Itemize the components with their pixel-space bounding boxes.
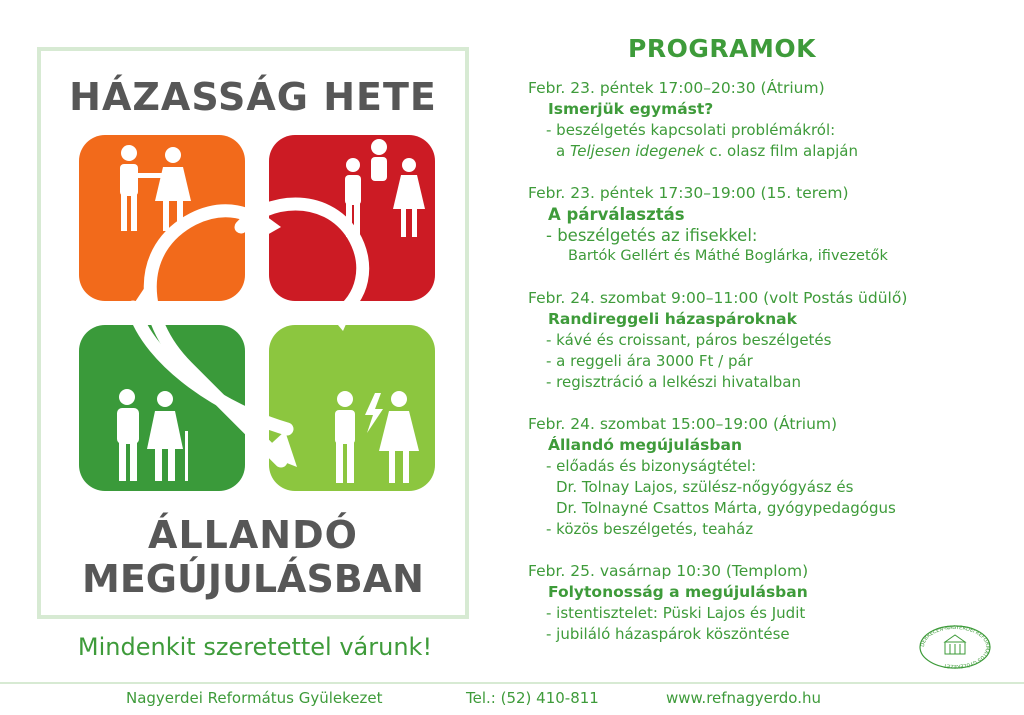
program-detail: - regisztráció a lelkészi hivatalban xyxy=(546,373,801,391)
logo-box xyxy=(37,47,469,619)
program-detail: Dr. Tolnay Lajos, szülész-nőgyógyász és xyxy=(556,478,854,496)
program-detail: - kávé és croissant, páros beszélgetés xyxy=(546,331,832,349)
program-name: Randireggeli házaspároknak xyxy=(548,310,797,328)
program-date: Febr. 23. péntek 17:00–20:30 (Átrium) xyxy=(528,79,825,97)
program-item xyxy=(528,414,1008,540)
program-item xyxy=(528,183,1008,267)
marriage-week-emblem xyxy=(75,131,439,511)
program-detail: - a reggeli ára 3000 Ft / pár xyxy=(546,352,753,370)
program-name: A párválasztás xyxy=(548,205,685,224)
program-detail: - beszélgetés kapcsolati problémákról: xyxy=(546,121,836,139)
program-detail: - előadás és bizonyságtétel: xyxy=(546,457,757,475)
footer-website[interactable]: www.refnagyerdo.hu xyxy=(666,689,821,707)
program-date: Febr. 24. szombat 9:00–11:00 (volt Postás üdülő) xyxy=(528,289,908,307)
church-seal-icon xyxy=(918,624,992,670)
program-list xyxy=(528,78,1008,666)
film-title: Teljesen idegenek xyxy=(569,142,705,160)
logo-title-bottom-2: MEGÚJULÁSBAN xyxy=(82,557,424,601)
program-name: Ismerjük egymást? xyxy=(548,100,714,118)
program-date: Febr. 24. szombat 15:00–19:00 (Átrium) xyxy=(528,415,838,433)
program-name: Folytonosság a megújulásban xyxy=(548,583,808,601)
program-name: Állandó megújulásban xyxy=(548,436,742,454)
orange-quadrant xyxy=(79,135,245,301)
welcome-text: Mindenkit szeretettel várunk! xyxy=(77,633,433,661)
footer-church: Nagyerdei Református Gyülekezet xyxy=(126,689,383,707)
footer-phone: Tel.: (52) 410-811 xyxy=(466,689,599,707)
logo-title-top: HÁZASSÁG HETE xyxy=(69,75,437,119)
program-detail: - közös beszélgetés, teaház xyxy=(546,520,754,538)
program-date: Febr. 25. vasárnap 10:30 (Templom) xyxy=(528,562,809,580)
program-item xyxy=(528,288,1008,393)
program-detail: Bartók Gellért és Máthé Boglárka, ifivezetők xyxy=(568,248,888,264)
program-detail: Dr. Tolnayné Csattos Márta, gyógypedagógus xyxy=(556,499,896,517)
program-detail-film xyxy=(528,141,1008,162)
programs-title: PROGRAMOK xyxy=(628,34,816,63)
footer-divider xyxy=(0,682,1024,684)
program-detail: - jubiláló házaspárok köszöntése xyxy=(546,625,790,643)
film-suffix: c. olasz film alapján xyxy=(704,142,858,160)
program-item xyxy=(528,78,1008,162)
film-prefix: a xyxy=(556,142,570,160)
seal-text: DEBRECEN-NAGYERDEI REFORMÁTUS GYÜLEKEZET xyxy=(919,624,991,670)
program-detail: - istentisztelet: Püski Lajos és Judit xyxy=(546,604,806,622)
program-date: Febr. 23. péntek 17:30–19:00 (15. terem) xyxy=(528,184,849,202)
program-detail: - beszélgetés az ifisekkel: xyxy=(546,226,758,245)
logo-title-bottom-1: ÁLLANDÓ xyxy=(148,513,358,557)
